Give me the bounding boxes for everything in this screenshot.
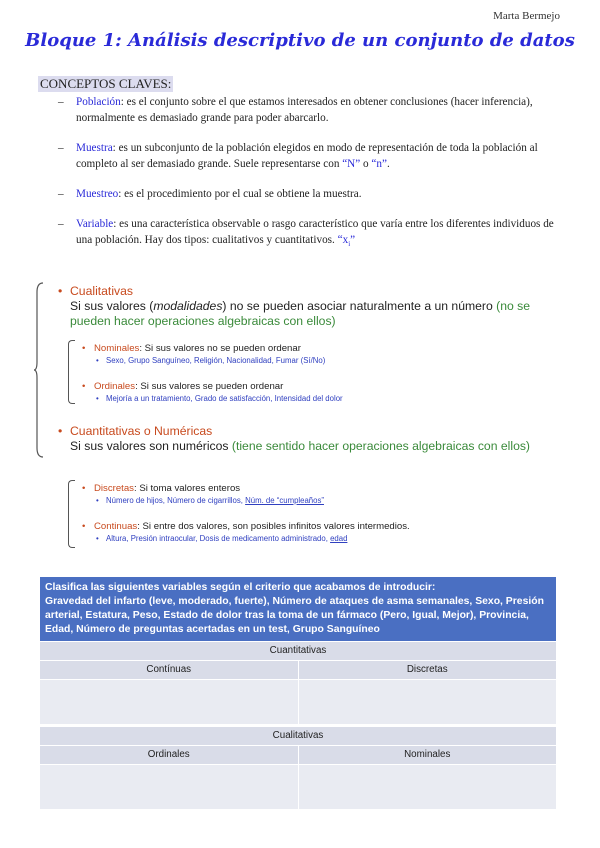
nominal-text: : Si sus valores no se pueden ordenar — [139, 343, 301, 354]
qualitative-category: • Cualitativas Si sus valores (modalidades) no se pueden asociar naturalmente a un número (no se pueden hacer operaciones algebraicas con ellos) — [58, 284, 531, 328]
quantitative-note: (tiene sentido hacer operaciones algebraicas con ellos) — [228, 439, 530, 453]
table-row — [40, 745, 556, 764]
definition-poblacion: – Población: es el conjunto sobre el que estamos interesados en obtener conclusiones (hacer inferencia), normalmente es demasiado grande para poder abarcarlo. — [58, 96, 533, 124]
term-poblacion: Población — [76, 96, 121, 108]
continuous-item: • Continuas: Si entre dos valores, son posibles infinitos valores intermedios. • Altura, Presión intraocular, Dosis de medicamento administrado, edad — [82, 520, 542, 544]
nominal-answer-cell[interactable] — [298, 765, 557, 809]
cumpleanos-link[interactable]: Núm. de “cumpleaños” — [245, 496, 324, 505]
nominal-label: Nominales — [94, 343, 140, 354]
table-row — [40, 641, 556, 660]
discrete-text: : Si toma valores enteros — [133, 483, 241, 494]
definition-variable: – Variable: es una característica observable o rasgo característico que varía entre los diferentes individuos de una población. Hay dos tipos: cualitativos y cuantitativos. “$x_i$” — [58, 218, 554, 249]
term-variable: Variable — [76, 218, 114, 230]
definition-text: : es el conjunto sobre el que estamos interesados en obtener conclusiones (hacer inferencia), normalmente es demasiado grande para poder abarcarlo. — [76, 96, 533, 124]
qualitative-brace — [68, 340, 75, 404]
symbol-n: “n” — [371, 158, 387, 170]
ordinal-text: : Si sus valores se pueden ordenar — [135, 381, 284, 392]
qualitative-note: (no se pueden hacer operaciones algebraicas con ellos) — [70, 299, 531, 328]
exercise-instructions: Clasifica las siguientes variables según el criterio que acabamos de introducir: — [45, 582, 436, 593]
qualitative-desc: ) no se pueden asociar naturalmente a un número — [222, 299, 493, 313]
definition-text: o — [360, 158, 372, 170]
quantitative-label: Cuantitativas o Numéricas — [70, 424, 213, 438]
definition-muestreo: – Muestreo: es el procedimiento por el cual se obtiene la muestra. — [58, 188, 362, 200]
table-row — [40, 660, 556, 679]
definition-text: . — [386, 158, 390, 170]
definition-muestra: – Muestra: es un subconjunto de la población elegidos en modo de representación de toda la población al completo al ser demasiado grande. Suele representarse con “N” o “n”. — [58, 142, 538, 170]
continuous-answer-cell[interactable] — [40, 680, 298, 724]
ordinal-item: • Ordinales: Si sus valores se pueden ordenar • Mejoría a un tratamiento, Grado de satisfacción, Intensidad del dolor — [82, 380, 522, 404]
quantitative-header: Cuantitativas — [269, 645, 327, 656]
exercise-variables: Gravedad del infarto (leve, moderado, fuerte), Número de ataques de asma semanales, Sexo, Presión arterial, Estatura, Peso, Estado de dolor tras la toma de un fármaco (Pero, Igual, Mejor), Provincia, Edad, Número de preguntas acertadas en un test, Grupo Sanguíneo — [45, 596, 544, 635]
discrete-examples: • Número de hijos, Número de cigarrillos, Núm. de “cumpleaños” — [82, 495, 522, 506]
nominal-column-header: Nominales — [298, 746, 557, 764]
quantitative-category: • Cuantitativas o Numéricas Si sus valores son numéricos (tiene sentido hacer operaciones algebraicas con ellos) — [58, 424, 530, 453]
definitions-list — [58, 94, 558, 266]
symbol-N: “N” — [342, 158, 361, 170]
discrete-column-header: Discretas — [298, 661, 557, 679]
page-title: Bloque 1: Análisis descriptivo de un conjunto de datos — [25, 30, 575, 51]
edad-link[interactable]: edad — [330, 534, 348, 543]
discrete-answer-cell[interactable] — [298, 680, 557, 724]
qualitative-header: Cualitativas — [272, 730, 324, 741]
author-name: Marta Bermejo — [493, 10, 560, 22]
ordinal-examples: • Mejoría a un tratamiento, Grado de satisfacción, Intensidad del dolor — [82, 393, 522, 404]
discrete-item: • Discretas: Si toma valores enteros • Número de hijos, Número de cigarrillos, Núm. de “cumpleaños” — [82, 482, 522, 506]
ordinal-label: Ordinales — [94, 381, 136, 392]
qualitative-label: Cualitativas — [70, 284, 133, 298]
ordinal-answer-cell[interactable] — [40, 765, 298, 809]
nominal-examples: • Sexo, Grupo Sanguíneo, Religión, Nacionalidad, Fumar (Sí/No) — [82, 355, 522, 366]
term-muestreo: Muestreo — [76, 188, 119, 200]
definition-text: : es un subconjunto de la población elegidos en modo de representación de toda la población al completo al ser demasiado grande. Suele representarse con — [76, 142, 538, 170]
continuous-examples: • Altura, Presión intraocular, Dosis de medicamento administrado, edad — [82, 533, 542, 544]
discrete-label: Discretas — [94, 483, 134, 494]
category-brace — [34, 282, 44, 458]
ordinal-column-header: Ordinales — [147, 749, 190, 760]
quantitative-desc: Si sus valores son numéricos — [70, 439, 229, 453]
continuous-column-header: Contínuas — [146, 664, 192, 675]
table-row — [40, 726, 556, 745]
exercise-table — [40, 577, 556, 809]
definition-text: : es el procedimiento por el cual se obtiene la muestra. — [118, 188, 362, 200]
exercise-header — [40, 577, 556, 641]
nominal-item: • Nominales: Si sus valores no se pueden ordenar • Sexo, Grupo Sanguíneo, Religión, Nacionalidad, Fumar (Sí/No) — [82, 342, 522, 366]
qualitative-desc: Si sus valores ( — [70, 299, 154, 313]
table-row — [40, 679, 556, 724]
continuous-text: : Si entre dos valores, son posibles infinitos valores intermedios. — [137, 521, 410, 532]
definition-text: : es una característica observable o rasgo característico que varía entre los diferentes individuos de una población. Hay dos tipos: cualitativos y cuantitativos. — [76, 218, 554, 246]
continuous-label: Continuas — [94, 521, 138, 532]
table-row — [40, 764, 556, 809]
quantitative-brace — [68, 480, 75, 548]
qualitative-desc-em: modalidades — [153, 299, 223, 313]
term-muestra: Muestra — [76, 142, 113, 154]
symbol-xi: “$x_i$” — [337, 234, 356, 249]
section-heading: CONCEPTOS CLAVES: — [40, 76, 172, 91]
